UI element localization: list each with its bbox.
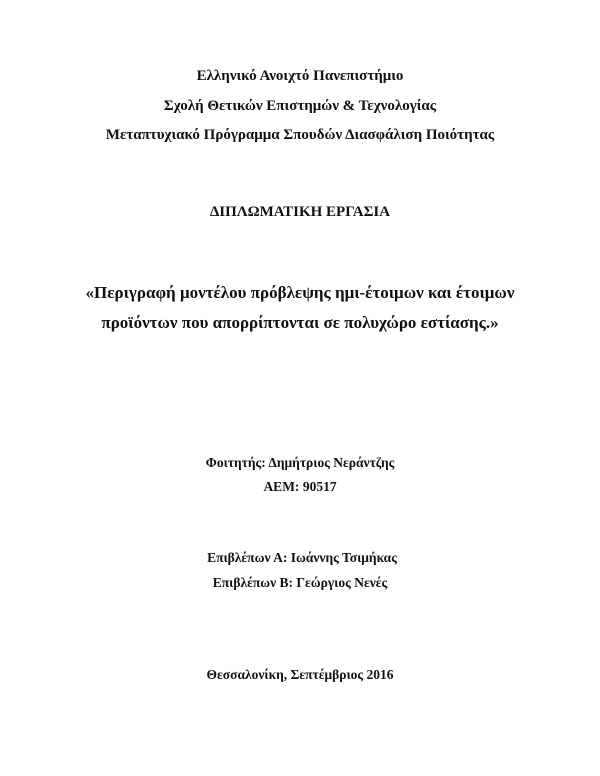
student-id: 90517	[302, 479, 337, 494]
student-label: Φοιτητής:	[205, 455, 266, 470]
program-name: Μεταπτυχιακό Πρόγραμμα Σπουδών Διασφάλιση Ποιότητας	[105, 127, 495, 143]
document-type: ΔΙΠΛΩΜΑΤΙΚΗ ΕΡΓΑΣΙΑ	[209, 204, 391, 220]
supervisor-b-line	[0, 575, 600, 591]
student-name: Δημήτριος Νεράντζης	[268, 455, 395, 470]
supervisor-a-name: Ιωάννης Τσιμήκας	[290, 550, 397, 565]
student-line	[0, 455, 600, 471]
thesis-title-line-1: «Περιγραφή μοντέλου πρόβλεψης ημι-έτοιμων και έτοιμων	[85, 283, 515, 302]
supervisor-a-label: Επιβλέπων Α:	[207, 550, 288, 565]
student-id-line	[0, 479, 600, 495]
thesis-title-line-2: προϊόντων που απορρίπτονται σε πολυχώρο εστίασης.»	[101, 313, 499, 332]
supervisor-b-name: Γεώργιος Νενές	[296, 575, 388, 590]
school-name: Σχολή Θετικών Επιστημών & Τεχνολογίας	[163, 98, 437, 114]
supervisor-a-line	[2, 550, 600, 566]
student-id-label: ΑΕΜ:	[263, 479, 300, 494]
supervisor-b-label: Επιβλέπων Β:	[212, 575, 294, 590]
university-name: Ελληνικό Ανοιχτό Πανεπιστήμιο	[196, 68, 404, 84]
place-date: Θεσσαλονίκη, Σεπτέμβριος 2016	[206, 667, 394, 682]
